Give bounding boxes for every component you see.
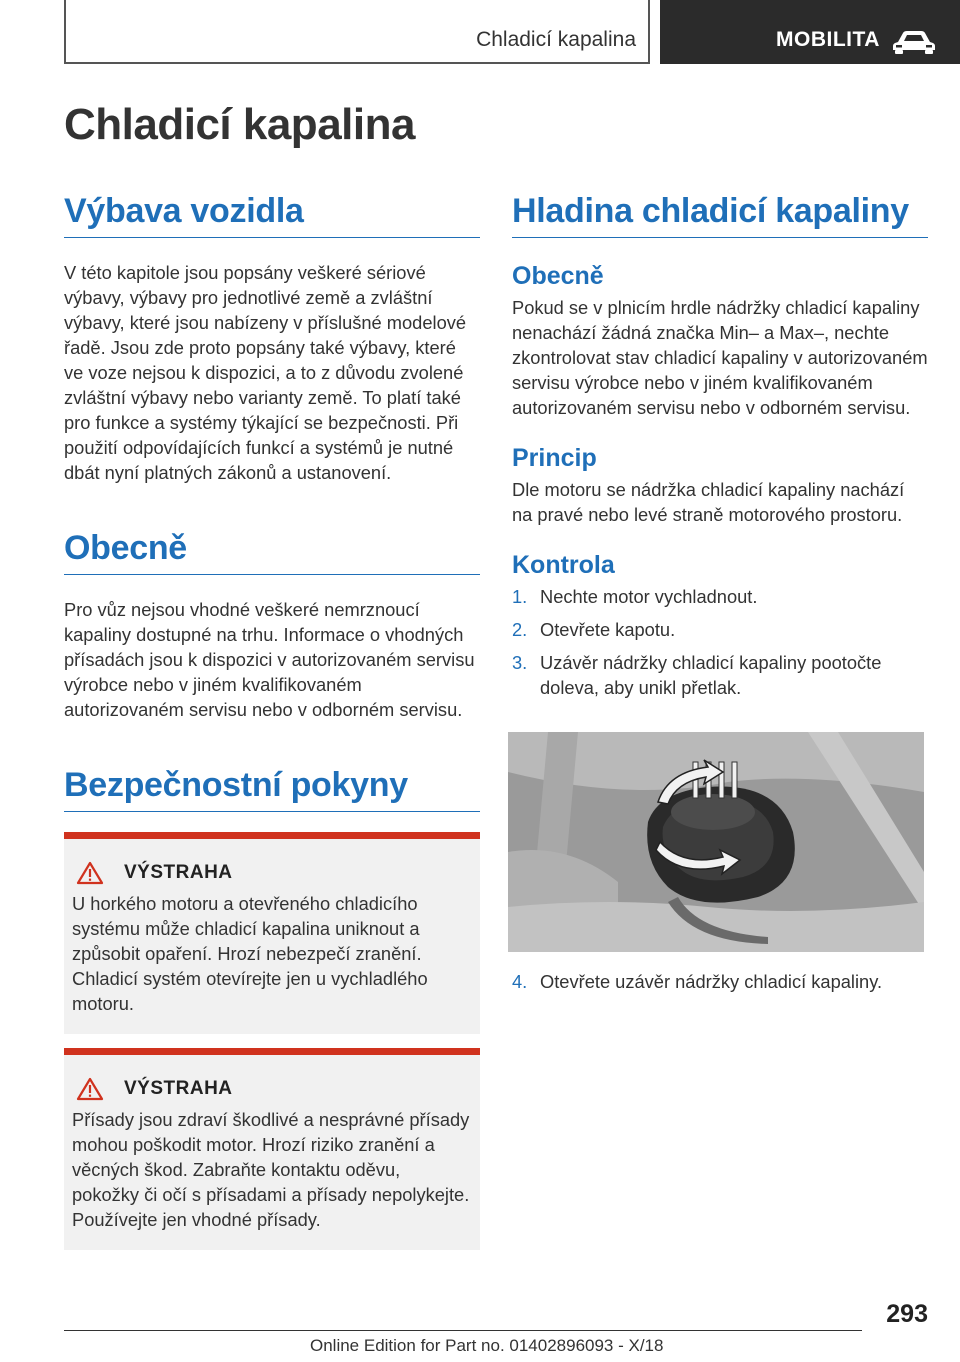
header-section-tab — [64, 0, 650, 64]
warning-box-1 — [64, 832, 480, 1034]
steps-list — [512, 584, 928, 700]
warning-title: VÝSTRAHA — [124, 862, 233, 883]
list-item — [512, 650, 928, 700]
list-item — [512, 584, 928, 609]
heading-hladina-chladici-kapaliny: Hladina chladicí kapaliny — [512, 192, 928, 238]
warning-box-2 — [64, 1048, 480, 1250]
header-chapter-tab — [660, 0, 960, 64]
paragraph-obecne-right: Pokud se v plnicím hrdle nádržky chladicí kapaliny nenachází žádná značka Min– a Max–, nechte zkontrolovat stav chladicí kapaliny v autorizovaném servisu výrobce nebo v jiném kvalifikovaném autorizovaném servisu nebo v odborném servisu. — [512, 297, 928, 418]
warning-triangle-icon — [76, 1077, 104, 1101]
heading-obecne-right: Obecně — [512, 262, 604, 290]
header-chapter-title: MOBILITA — [776, 28, 880, 51]
paragraph-princip: Dle motoru se nádržka chladicí kapaliny nachází na pravé nebo levé straně motorového prostoru. — [512, 479, 905, 525]
car-icon — [892, 28, 936, 54]
right-column — [512, 192, 928, 1002]
warning-text: Přísady jsou zdraví škodlivé a nesprávné přísady mohou poškodit motor. Hrozí riziko zranění a věcných škod. Zabraňte kontaktu oděvu, pokožky či očí s přísadami a přísady nepolykejte. Používejte jen vhodné přísady. — [72, 1109, 470, 1230]
page-title: Chladicí kapalina — [64, 100, 415, 149]
paragraph-vybava: V této kapitole jsou popsány veškeré sériové výbavy, výbavy pro jednotlivé země a zvláštní výbavy, které jsou nabízeny v příslušné modelové řadě. Jsou zde proto popsány také výbavy, které ve voze nejsou k dispozici, a to z důvodu zvolené zvláštní výbavy nebo varianty země. To platí také pro funkce a systémy týkající se bezpečnosti. Při použití odpovídajících funkcí a systémů je nutné dbát nyní platných zákonů a ustanovení. — [64, 262, 467, 483]
step-text: Otevřete uzávěr nádržky chladicí kapaliny. — [540, 971, 883, 992]
step-text: Uzávěr nádržky chladicí kapaliny pootočte doleva, aby unikl přetlak. — [540, 652, 882, 698]
warning-header — [76, 1077, 472, 1101]
page-number: 293 — [886, 1300, 928, 1328]
step-number: 1. — [512, 586, 528, 607]
heading-bezpecnostni-pokyny: Bezpečnostní pokyny — [64, 766, 480, 812]
warning-title: VÝSTRAHA — [124, 1078, 233, 1099]
list-item — [512, 617, 928, 642]
list-item — [512, 969, 928, 994]
paragraph-obecne-left: Pro vůz nejsou vhodné veškeré nemrznoucí kapaliny dostupné na trhu. Informace o vhodných přísadách jsou k dispozici v autorizovaném servisu výrobce nebo v jiném kvalifikovaném autorizovaném servisu nebo v odborném servisu. — [64, 599, 475, 720]
edition-info: Online Edition for Part no. 01402896093 - X/18 — [310, 1336, 664, 1355]
footer-divider — [64, 1330, 862, 1331]
step-number: 4. — [512, 971, 528, 992]
warning-text: U horkého motoru a otevřeného chladicího systému může chladicí kapalina uniknout a způsobit opaření. Hrozí nebezpečí zranění. Chladicí systém otevírejte jen u vychladlého motoru. — [72, 893, 428, 1014]
heading-obecne-left: Obecně — [64, 529, 480, 575]
coolant-reservoir-illustration — [508, 732, 924, 952]
left-column — [64, 192, 480, 1250]
warning-triangle-icon — [76, 861, 104, 885]
step-number: 3. — [512, 652, 528, 673]
heading-vybava-vozidla: Výbava vozidla — [64, 192, 480, 238]
step-text: Otevřete kapotu. — [540, 619, 676, 640]
warning-header — [76, 861, 472, 885]
header-section-title: Chladicí kapalina — [476, 28, 636, 51]
heading-princip: Princip — [512, 444, 597, 472]
steps-list-continued — [512, 969, 928, 994]
step-number: 2. — [512, 619, 528, 640]
heading-kontrola: Kontrola — [512, 551, 615, 579]
step-text: Nechte motor vychladnout. — [540, 586, 758, 607]
